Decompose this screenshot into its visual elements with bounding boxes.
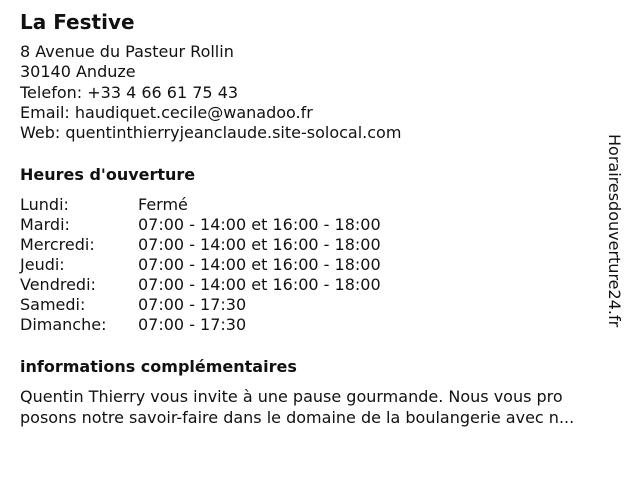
- web-line: [20, 123, 610, 143]
- hours-table: [20, 195, 610, 335]
- hours-row-thursday: [20, 255, 610, 275]
- info-line-1: Quentin Thierry vous invite à une pause gourmande. Nous vous pro: [20, 387, 563, 407]
- hours-row-sunday: [20, 315, 610, 335]
- phone-label: Telefon:: [20, 82, 83, 102]
- address-line2: 30140 Anduze: [20, 62, 136, 82]
- hours-value: 07:00 - 14:00 et 16:00 - 18:00: [138, 255, 381, 275]
- info-line-2: posons notre savoir-faire dans le domaine de la boulangerie avec n...: [20, 407, 575, 427]
- hours-value: Fermé: [138, 195, 188, 215]
- hours-row-monday: [20, 195, 610, 215]
- hours-row-saturday: [20, 295, 610, 315]
- email-address[interactable]: haudiquet.cecile@wanadoo.fr: [74, 102, 313, 122]
- info-heading: informations complémentaires: [20, 357, 297, 377]
- hours-value: 07:00 - 14:00 et 16:00 - 18:00: [138, 215, 381, 235]
- hours-value: 07:00 - 14:00 et 16:00 - 18:00: [138, 275, 381, 295]
- web-label: Web:: [20, 123, 61, 143]
- web-link[interactable]: quentinthierryjeanclaude.site-solocal.com: [65, 123, 402, 143]
- hours-day: Jeudi:: [20, 255, 65, 275]
- hours-day: Mercredi:: [20, 235, 95, 255]
- hours-day: Lundi:: [20, 195, 69, 215]
- hours-row-tuesday: [20, 215, 610, 235]
- business-card: [20, 10, 610, 428]
- hours-value: 07:00 - 14:00 et 16:00 - 18:00: [138, 235, 381, 255]
- hours-day: Samedi:: [20, 295, 86, 315]
- phone-number[interactable]: +33 4 66 61 75 43: [87, 82, 239, 102]
- hours-heading: Heures d'ouverture: [20, 165, 196, 185]
- email-label: Email:: [20, 102, 70, 122]
- hours-day: Dimanche:: [20, 315, 107, 335]
- hours-value: 07:00 - 17:30: [138, 295, 247, 315]
- hours-value: 07:00 - 17:30: [138, 315, 247, 335]
- address-line1: 8 Avenue du Pasteur Rollin: [20, 42, 234, 61]
- phone-line: [20, 83, 610, 103]
- info-description: [20, 387, 610, 428]
- business-name: La Festive: [20, 10, 135, 34]
- hours-row-wednesday: [20, 235, 610, 255]
- hours-day: Vendredi:: [20, 275, 96, 295]
- hours-row-friday: [20, 275, 610, 295]
- hours-day: Mardi:: [20, 215, 70, 235]
- email-line: [20, 103, 610, 123]
- site-watermark: Horairesdouverture24.fr: [605, 134, 624, 328]
